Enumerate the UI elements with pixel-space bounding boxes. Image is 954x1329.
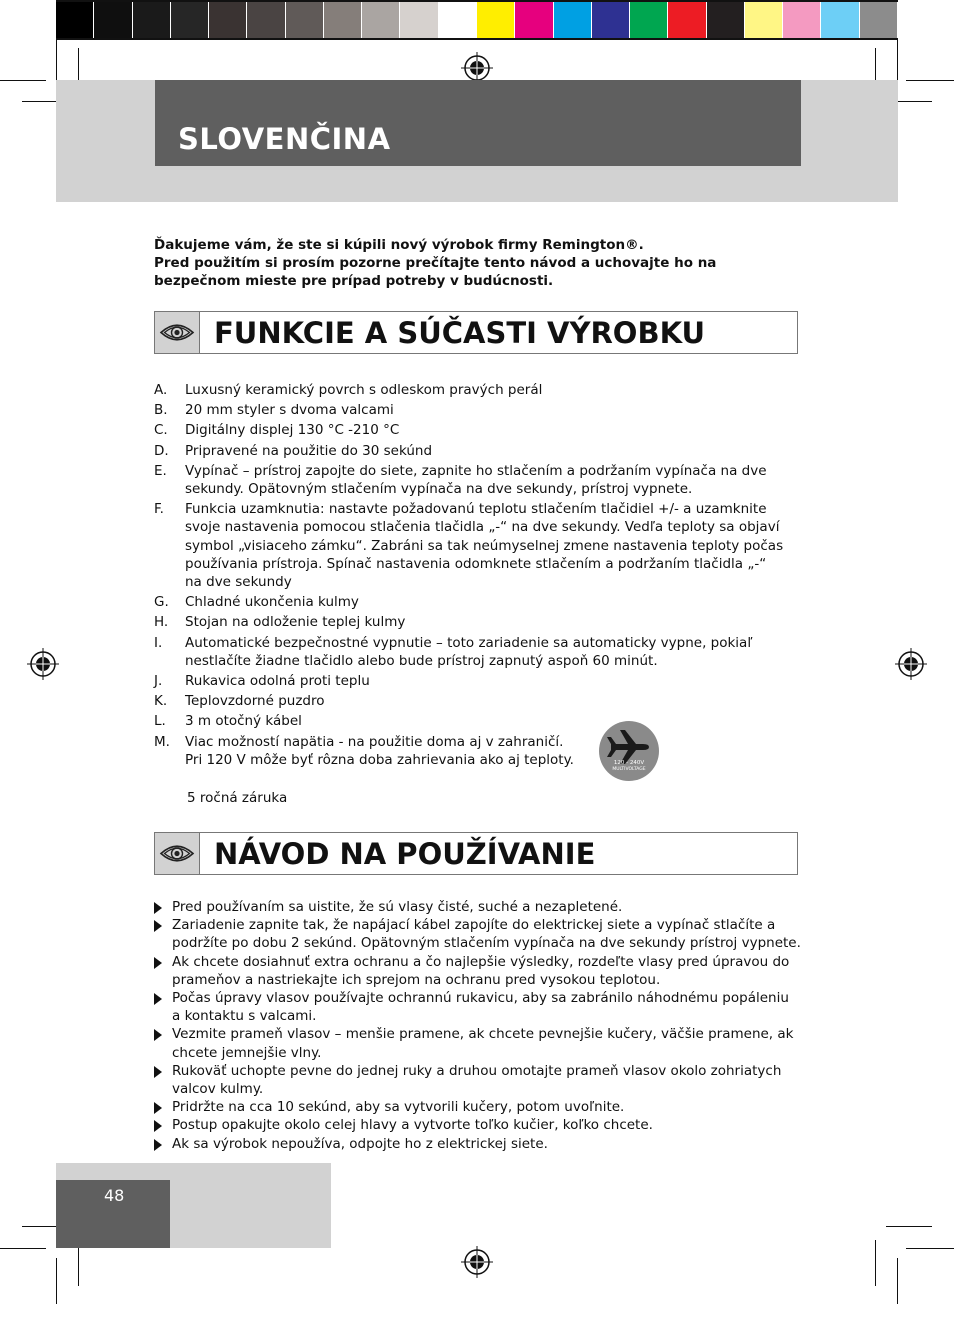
color-swatch xyxy=(821,2,859,38)
registration-mark-icon xyxy=(27,648,59,680)
color-calibration-bar xyxy=(56,0,898,40)
feature-letter: A. xyxy=(154,382,168,398)
color-swatch xyxy=(439,2,477,38)
color-swatch xyxy=(209,2,247,38)
crop-mark xyxy=(56,1258,57,1304)
feature-text: 3 m otočný kábel xyxy=(185,713,302,730)
color-swatch xyxy=(783,2,821,38)
color-swatch xyxy=(286,2,324,38)
step-text: Pred používaním sa uistite, že sú vlasy čisté, suché a nezapletené. xyxy=(172,899,623,915)
section-title: NÁVOD NA POUŽÍVANIE xyxy=(214,837,596,871)
section-header-usage xyxy=(154,832,798,875)
badge-voltage: 120 - 240V xyxy=(613,760,645,766)
usage-step xyxy=(154,898,804,916)
color-swatch xyxy=(745,2,783,38)
feature-letter: L. xyxy=(154,713,166,730)
bullet-arrow-icon xyxy=(154,1120,162,1132)
feature-item xyxy=(154,381,794,399)
color-swatch xyxy=(324,2,362,38)
feature-item xyxy=(154,634,794,670)
registration-mark-icon xyxy=(461,1246,493,1278)
usage-step xyxy=(154,1025,804,1061)
color-swatch xyxy=(171,2,209,38)
color-swatch xyxy=(400,2,438,38)
color-swatch xyxy=(630,2,668,38)
multivoltage-badge xyxy=(599,721,659,781)
section-header-features xyxy=(154,311,798,354)
color-swatch xyxy=(247,2,285,38)
bullet-arrow-icon xyxy=(154,957,162,969)
color-swatch xyxy=(860,2,898,38)
color-swatch xyxy=(707,2,745,38)
feature-text: Vypínač – prístroj zapojte do siete, zapnite ho stlačením a podržaním vypínača na dve xyxy=(185,462,767,479)
color-swatch xyxy=(133,2,171,38)
eye-icon xyxy=(155,312,199,353)
color-swatch xyxy=(362,2,400,38)
usage-steps-list xyxy=(154,898,804,1153)
feature-item xyxy=(154,593,794,611)
feature-text: používania prístroja. Spínač nastavenia odomknete stlačením a podržaním tlačidla „-“ xyxy=(185,555,767,572)
feature-letter: B. xyxy=(154,402,168,419)
feature-text: Rukavica odolná proti teplu xyxy=(185,673,370,690)
step-text: prameňov a nastriekajte ich sprejom na ochranu pred vysokou teplotou. xyxy=(172,971,661,988)
feature-item xyxy=(154,442,794,460)
feature-letter: H. xyxy=(154,614,169,631)
registration-mark-icon xyxy=(895,648,927,680)
color-swatch xyxy=(515,2,553,38)
feature-item xyxy=(154,733,794,769)
page-number: 48 xyxy=(104,1186,125,1205)
bullet-arrow-icon xyxy=(154,1066,162,1078)
feature-text: Chladné ukončenia kulmy xyxy=(185,594,359,611)
feature-letter: F. xyxy=(154,501,164,518)
page-title: SLOVENČINA xyxy=(178,122,391,156)
usage-step xyxy=(154,1062,804,1098)
bullet-arrow-icon xyxy=(154,1139,162,1151)
feature-letter: I. xyxy=(154,634,163,651)
usage-step xyxy=(154,989,804,1025)
section-icon-cell xyxy=(155,833,200,874)
usage-step xyxy=(154,1098,804,1116)
step-text: podržíte po dobu 2 sekúnd. Opätovným stlačením vypínača na dve sekundy prístroj vypnete. xyxy=(172,935,801,952)
feature-item xyxy=(154,613,794,631)
color-swatch xyxy=(56,2,94,38)
feature-item xyxy=(154,692,794,710)
color-swatch xyxy=(592,2,630,38)
feature-text: nestlačíte žiadne tlačidlo alebo bude prístroj zapnutý aspoň 60 minút. xyxy=(185,652,658,669)
step-text: chcete jemnejšie vlny. xyxy=(172,1044,322,1061)
usage-step xyxy=(154,953,804,989)
feature-text: symbol „visiaceho zámku“. Zabráni sa tak neúmyselnej zmene nastavenia teploty počas xyxy=(185,537,784,554)
step-text: Pridržte na cca 10 sekúnd, aby sa vytvorili kučery, potom uvoľnite. xyxy=(172,1099,625,1116)
feature-letter: M. xyxy=(154,733,170,750)
feature-item xyxy=(154,500,794,591)
section-icon-cell xyxy=(155,312,200,353)
step-text: valcov kulmy. xyxy=(172,1081,264,1098)
airplane-icon xyxy=(599,721,659,781)
intro-line: Pred použitím si prosím pozorne prečítajte tento návod a uchovajte ho na xyxy=(154,255,717,271)
step-text: Vezmite prameň vlasov – menšie pramene, ak chcete pevnejšie kučery, väčšie pramene, ak xyxy=(172,1026,794,1043)
feature-text: Pripravené na použitie do 30 sekúnd xyxy=(185,442,433,459)
crop-mark xyxy=(0,1248,46,1249)
feature-item xyxy=(154,421,794,439)
feature-letter: G. xyxy=(154,594,169,611)
step-text: Ak chcete dosiahnuť extra ochranu a čo najlepšie výsledky, rozdeľte vlasy pred úpravou do xyxy=(172,953,790,970)
color-swatch xyxy=(554,2,592,38)
feature-text: Automatické bezpečnostné vypnutie – toto zariadenie sa automaticky vypne, pokiaľ xyxy=(185,634,753,651)
color-swatch xyxy=(94,2,132,38)
bullet-arrow-icon xyxy=(154,920,162,932)
crop-mark xyxy=(906,1248,954,1249)
eye-icon xyxy=(155,833,199,874)
feature-text: sekundy. Opätovným stlačením vypínača na dve sekundy, prístroj vypnete. xyxy=(185,481,693,498)
feature-item xyxy=(154,712,794,730)
feature-item xyxy=(154,672,794,690)
crop-mark xyxy=(886,1226,932,1227)
usage-step xyxy=(154,916,804,952)
usage-step xyxy=(154,1116,804,1134)
step-text: Zariadenie zapnite tak, že napájací kábel zapojíte do elektrickej siete a vypínač stlačíte a xyxy=(172,917,776,934)
feature-text: Digitálny displej 130 °C -210 °C xyxy=(185,422,400,439)
feature-text: svoje nastavenia pomocou stlačenia tlačidla „-“ na dve sekundy. Vedľa teploty sa objaví xyxy=(185,519,780,536)
crop-mark xyxy=(875,1240,876,1286)
step-text: Rukoväť uchopte pevne do jednej ruky a druhou omotajte prameň vlasov okolo zohriatych xyxy=(172,1062,782,1079)
usage-step xyxy=(154,1135,804,1153)
feature-item xyxy=(154,462,794,498)
feature-text: Stojan na odloženie teplej kulmy xyxy=(185,614,406,631)
feature-text: Funkcia uzamknutia: nastavte požadovanú teplotu stlačením tlačidiel +/- a uzamknite xyxy=(185,501,767,518)
feature-text: Teplovzdorné puzdro xyxy=(185,693,325,710)
feature-text: Luxusný keramický povrch s odleskom pravých perál xyxy=(185,382,543,398)
bullet-arrow-icon xyxy=(154,993,162,1005)
crop-mark xyxy=(897,1258,898,1304)
feature-text: na dve sekundy xyxy=(185,574,292,591)
feature-text: Pri 120 V môže byť rôzna doba zahrievania ako aj teploty. xyxy=(185,751,574,768)
features-list xyxy=(154,381,794,771)
feature-letter: K. xyxy=(154,693,168,710)
crop-mark xyxy=(906,80,954,81)
bullet-arrow-icon xyxy=(154,1102,162,1114)
color-swatch xyxy=(477,2,515,38)
feature-item xyxy=(154,401,794,419)
feature-text: 20 mm styler s dvoma valcami xyxy=(185,402,394,419)
intro-line: bezpečnom mieste pre prípad potreby v budúcnosti. xyxy=(154,273,554,289)
feature-letter: E. xyxy=(154,462,167,479)
step-text: Ak sa výrobok nepoužíva, odpojte ho z elektrickej siete. xyxy=(172,1135,548,1152)
section-title: FUNKCIE A SÚČASTI VÝROBKU xyxy=(214,316,706,350)
warranty-text: 5 ročná záruka xyxy=(187,790,288,806)
feature-letter: D. xyxy=(154,442,169,459)
bullet-arrow-icon xyxy=(154,1029,162,1041)
color-swatch xyxy=(668,2,706,38)
crop-mark xyxy=(0,80,46,81)
feature-text: Viac možností napätia - na použitie doma aj v zahraničí. xyxy=(185,733,564,750)
step-text: Počas úpravy vlasov používajte ochrannú rukavicu, aby sa zabránilo náhodnému popáleniu xyxy=(172,990,789,1007)
step-text: a kontaktu s valcami. xyxy=(172,1008,317,1025)
step-text: Postup opakujte okolo celej hlavy a vytvorte toľko kučier, koľko chcete. xyxy=(172,1117,653,1134)
feature-letter: J. xyxy=(154,673,163,690)
badge-label: MULTIVOLTAGE xyxy=(612,767,646,772)
intro-line: Ďakujeme vám, že ste si kúpili nový výrobok firmy Remington®. xyxy=(154,237,644,253)
bullet-arrow-icon xyxy=(154,902,162,914)
intro-text xyxy=(154,236,804,290)
feature-letter: C. xyxy=(154,422,168,439)
